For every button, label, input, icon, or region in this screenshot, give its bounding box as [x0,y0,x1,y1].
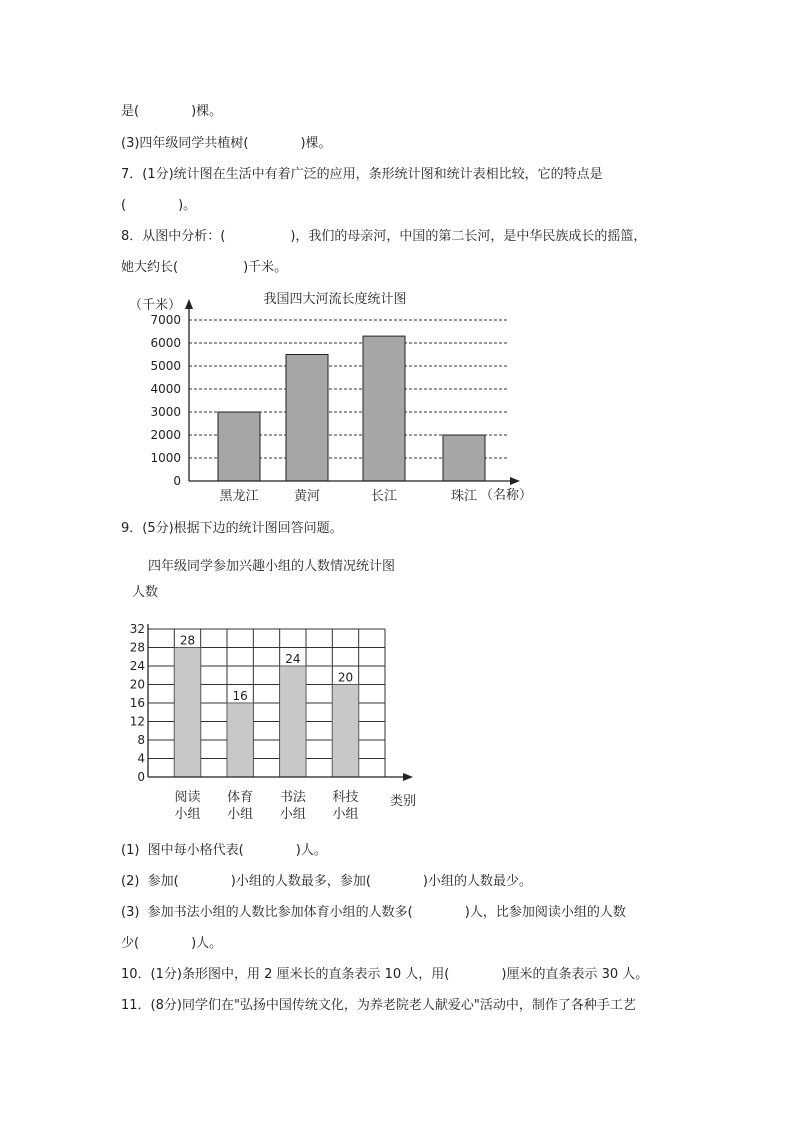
y-tick-label: 4000 [150,382,181,396]
chart-title: 四年级同学参加兴趣小组的人数情况统计图 [148,559,396,574]
y-tick-label: 4 [137,751,145,766]
question-8: 8．从图中分析：( )，我们的母亲河，中国的第二长河，是中华民族成长的摇篮， [121,229,647,244]
text-line-2: (3)四年级同学共植树( )棵。 [121,136,332,151]
text-line-6: 她大约长( )千米。 [121,260,288,275]
x-tick-label: 体育 [227,790,254,805]
y-tick-label: 28 [129,640,145,655]
y-tick-label: 32 [129,622,145,636]
x-tick-label: 科技 [332,790,359,805]
x-tick-label: 珠江 [450,489,478,504]
question-11: 11．(8分)同学们在"弘扬中国传统文化，为养老院老人献爱心"活动中，制作了各种手工艺 [121,998,636,1013]
bar-3 [280,666,306,777]
chart-title: 我国四大河流长度统计图 [263,292,407,307]
x-axis-arrow [403,773,413,781]
x-axis-label: 类别 [390,794,417,809]
y-tick-label: 5000 [150,359,181,373]
sub-question-3: (3) 参加书法小组的人数比参加体育小组的人数多( )人，比参加阅读小组的人数 [121,905,626,920]
bar-1 [218,412,260,481]
y-tick-label: 8 [137,733,145,747]
x-tick-label: 小组 [227,807,254,822]
bar-4 [332,685,358,778]
y-tick-label: 20 [129,677,145,692]
question-9: 9．(5分)根据下边的统计图回答问题。 [121,521,343,536]
x-tick-label: 小组 [174,807,201,822]
bar-1 [174,648,200,778]
bar-4 [443,435,485,481]
x-axis-label: （名称） [480,488,533,503]
x-axis-arrow [510,477,520,485]
y-axis-arrow [185,299,193,309]
x-tick-label: 小组 [279,807,306,822]
x-tick-label: 小组 [332,807,359,822]
y-tick-label: 2000 [150,428,181,442]
y-tick-label: 12 [129,714,145,729]
text-line-1: 是( )棵。 [121,104,223,119]
x-tick-label: 书法 [279,790,306,805]
y-axis-label: 人数 [132,585,159,600]
x-tick-label: 阅读 [174,790,201,805]
bar-2 [286,355,328,482]
sub-question-2: (2) 参加( )小组的人数最多，参加( )小组的人数最少。 [121,874,532,889]
x-tick-label: 黄河 [293,489,321,504]
question-10: 10．(1分)条形图中，用 2 厘米长的直条表示 10 人，用( )厘米的直条表示 30 人。 [121,967,649,982]
y-tick-label: 0 [173,474,181,488]
y-tick-label: 16 [129,696,145,710]
interest-group-chart [120,552,540,827]
data-label: 16 [232,689,248,703]
question-7: 7．(1分)统计图在生活中有着广泛的应用，条形统计图和统计表相比较，它的特点是 [121,167,603,182]
y-tick-label: 0 [137,770,145,784]
bar-3 [363,336,405,481]
y-axis-label: （千米） [129,298,182,313]
text-line-11: 少( )人。 [121,936,223,951]
data-label: 28 [179,633,196,648]
sub-question-1: (1) 图中每小格代表( )人。 [121,843,327,858]
x-tick-label: 黑龙江 [219,489,259,504]
y-tick-label: 1000 [150,451,181,465]
y-tick-label: 24 [129,659,145,673]
river-length-chart [110,285,550,510]
text-line-4: ( )。 [121,198,197,213]
y-tick-label: 7000 [150,313,181,327]
bar-2 [227,703,253,777]
x-tick-label: 长江 [370,489,398,504]
y-tick-label: 3000 [150,405,181,419]
data-label: 24 [285,652,301,666]
data-label: 20 [337,670,354,685]
y-tick-label: 6000 [150,336,181,350]
